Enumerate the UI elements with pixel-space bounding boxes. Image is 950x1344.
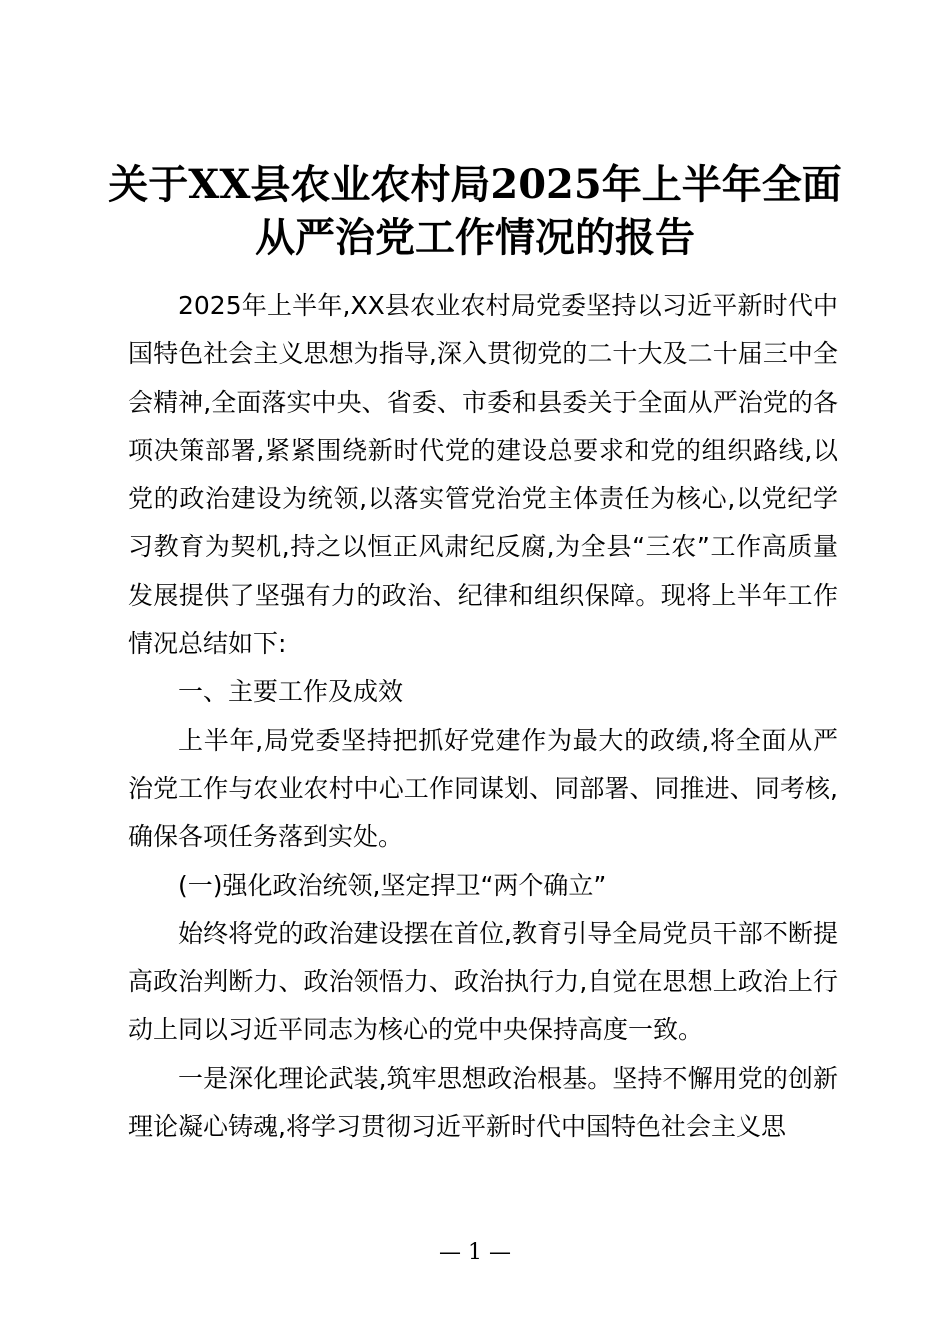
- page-number: — 1 —: [439, 1240, 511, 1265]
- subsection-paragraph: 始终将党的政治建设摆在首位,教育引导全局党员干部不断提高政治判断力、政治领悟力、政治执行力,自觉在思想上政治上行动上同以习近平同志为核心的党中央保持高度一致。: [128, 918, 838, 1045]
- section-heading: 一、主要工作及成效: [178, 677, 404, 707]
- document-body: [128, 282, 838, 1151]
- intro-paragraph: 2025年上半年,XX县农业农村局党委坚持以习近平新时代中国特色社会主义思想为指导,深入贯彻党的二十大及二十届三中全会精神,全面落实中央、省委、市委和县委关于全面从严治党的各项决策部署,紧紧围绕新时代党的建设总要求和党的组织路线,以党的政治建设为统领,以落实管党治党主体责任为核心,以党纪学习教育为契机,持之以恒正风肃纪反腐,为全县“三农”工作高质量发展提供了坚强有力的政治、纪律和组织保障。现将上半年工作情况总结如下:: [128, 291, 838, 659]
- section-paragraph: 上半年,局党委坚持把抓好党建作为最大的政绩,将全面从严治党工作与农业农村中心工作同谋划、同部署、同推进、同考核,确保各项任务落到实处。: [128, 725, 838, 852]
- item-paragraph: 一是深化理论武装,筑牢思想政治根基。坚持不懈用党的创新理论凝心铸魂,将学习贯彻习近平新时代中国特色社会主义思: [128, 1063, 838, 1142]
- subsection-heading: (一)强化政治统领,坚定捍卫“两个确立”: [178, 870, 607, 900]
- document-title: 关于XX县农业农村局2025年上半年全面从严治党工作情况的报告: [108, 161, 842, 261]
